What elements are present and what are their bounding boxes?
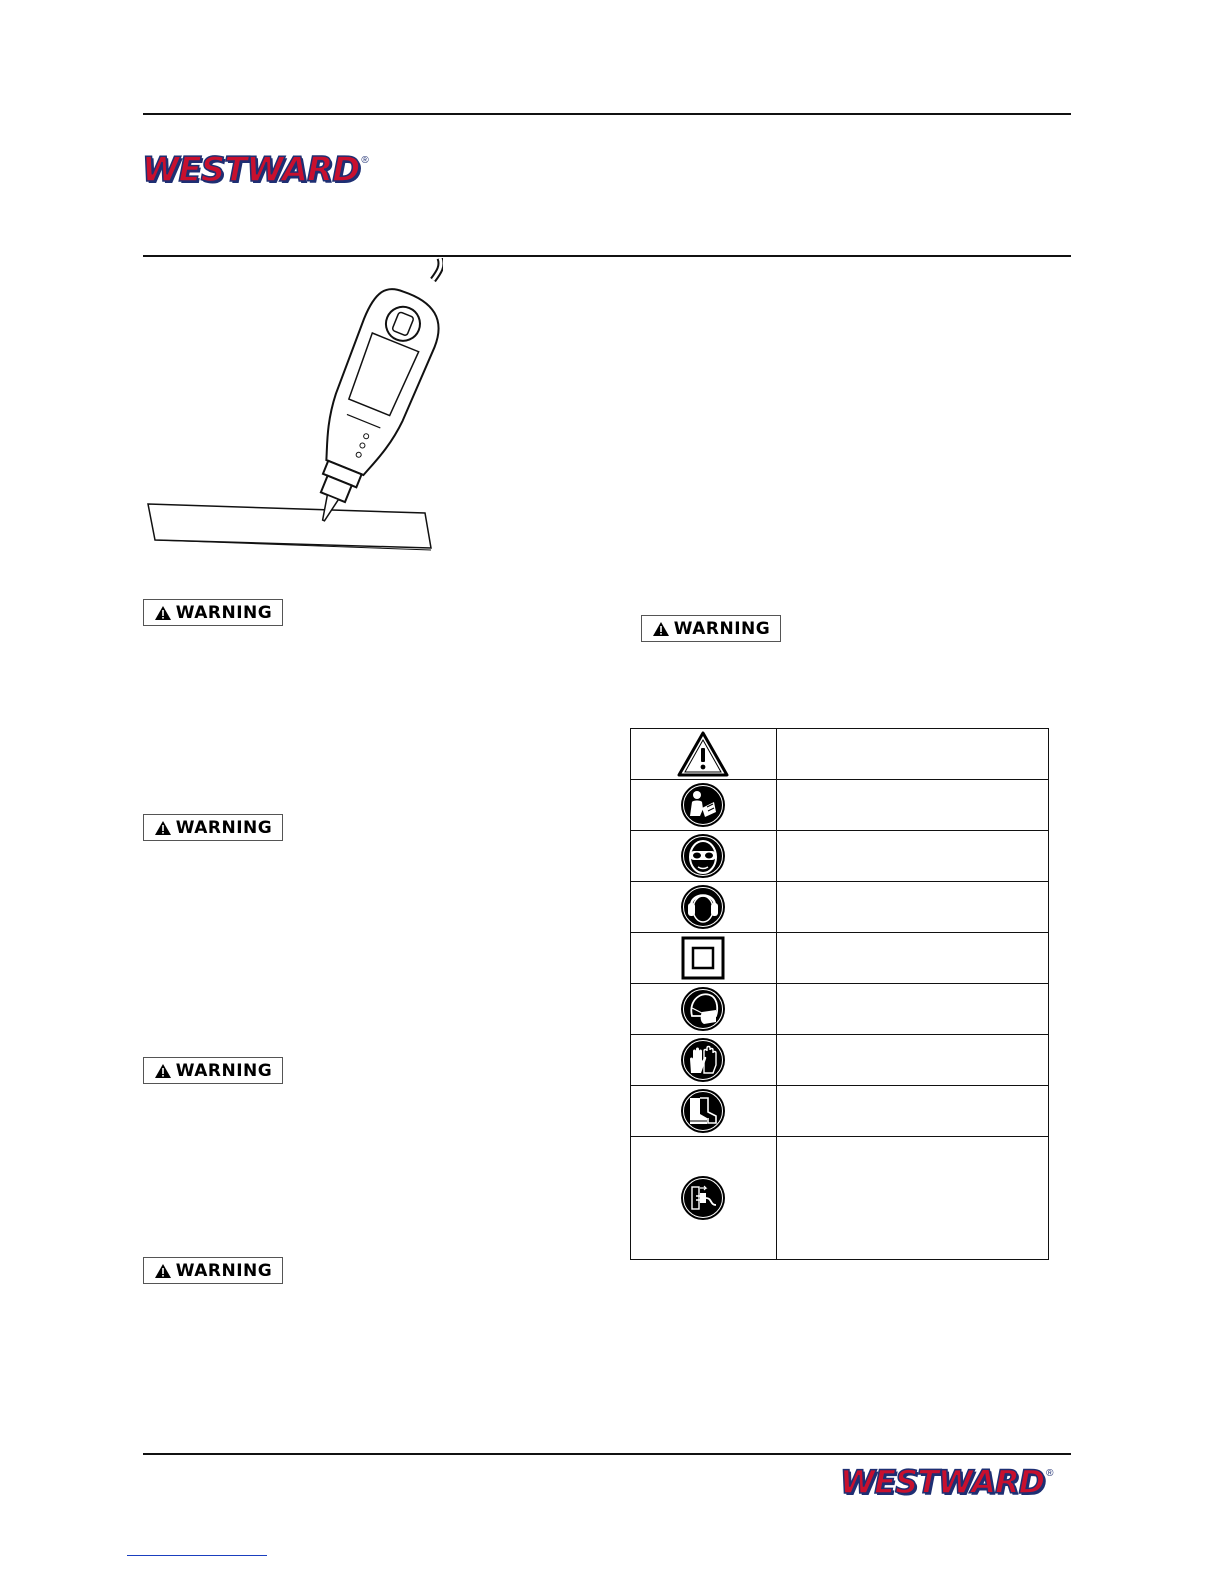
table-row (631, 933, 1049, 984)
alert-triangle-icon (154, 820, 172, 836)
protective-gloves-icon (680, 1037, 726, 1083)
alert-triangle-icon (652, 621, 670, 637)
safety-symbols-table (630, 728, 1049, 1260)
symbol-description (776, 780, 1048, 831)
registered-mark: ® (361, 155, 369, 166)
warning-label (641, 615, 781, 642)
symbol-description (776, 933, 1048, 984)
warning-label (143, 599, 283, 626)
header-bottom-rule (143, 255, 1071, 257)
ear-protection-icon (680, 884, 726, 930)
warning-text: WARNING (175, 602, 273, 623)
warning-text: WARNING (175, 817, 273, 838)
symbol-description (776, 729, 1048, 780)
eye-protection-icon (680, 833, 726, 879)
link-underline[interactable] (127, 1555, 267, 1556)
warning-label (143, 814, 283, 841)
table-row (631, 1086, 1049, 1137)
registered-mark: ® (1046, 1468, 1054, 1479)
alert-triangle-icon (154, 1263, 172, 1279)
table-row (631, 1137, 1049, 1260)
symbol-description (776, 1137, 1048, 1260)
warning-label (143, 1057, 283, 1084)
table-row (631, 780, 1049, 831)
warning-text: WARNING (175, 1060, 273, 1081)
symbol-description (776, 882, 1048, 933)
alert-triangle-icon (154, 1063, 172, 1079)
alert-triangle-icon (154, 605, 172, 621)
symbol-description (776, 831, 1048, 882)
unplug-before-service-icon (680, 1175, 726, 1221)
table-row (631, 729, 1049, 780)
westward-logo-header (142, 150, 369, 190)
double-insulated-icon (680, 935, 726, 981)
westward-logo-footer (840, 1463, 1054, 1501)
table-row (631, 882, 1049, 933)
dust-mask-icon (680, 986, 726, 1032)
read-manual-icon (680, 782, 726, 828)
general-warning-icon (677, 731, 729, 777)
logo-wordmark: WESTWARD (142, 150, 360, 190)
table-row (631, 1035, 1049, 1086)
warning-label (143, 1257, 283, 1284)
warning-text: WARNING (175, 1260, 273, 1281)
safety-boots-icon (680, 1088, 726, 1134)
symbol-description (776, 1086, 1048, 1137)
warning-text: WARNING (673, 618, 771, 639)
symbol-description (776, 1035, 1048, 1086)
engraver-illustration (143, 258, 443, 558)
table-row (631, 984, 1049, 1035)
symbol-description (776, 984, 1048, 1035)
logo-wordmark: WESTWARD (840, 1463, 1045, 1501)
header-top-rule (143, 113, 1071, 115)
table-row (631, 831, 1049, 882)
footer-rule (143, 1453, 1071, 1455)
